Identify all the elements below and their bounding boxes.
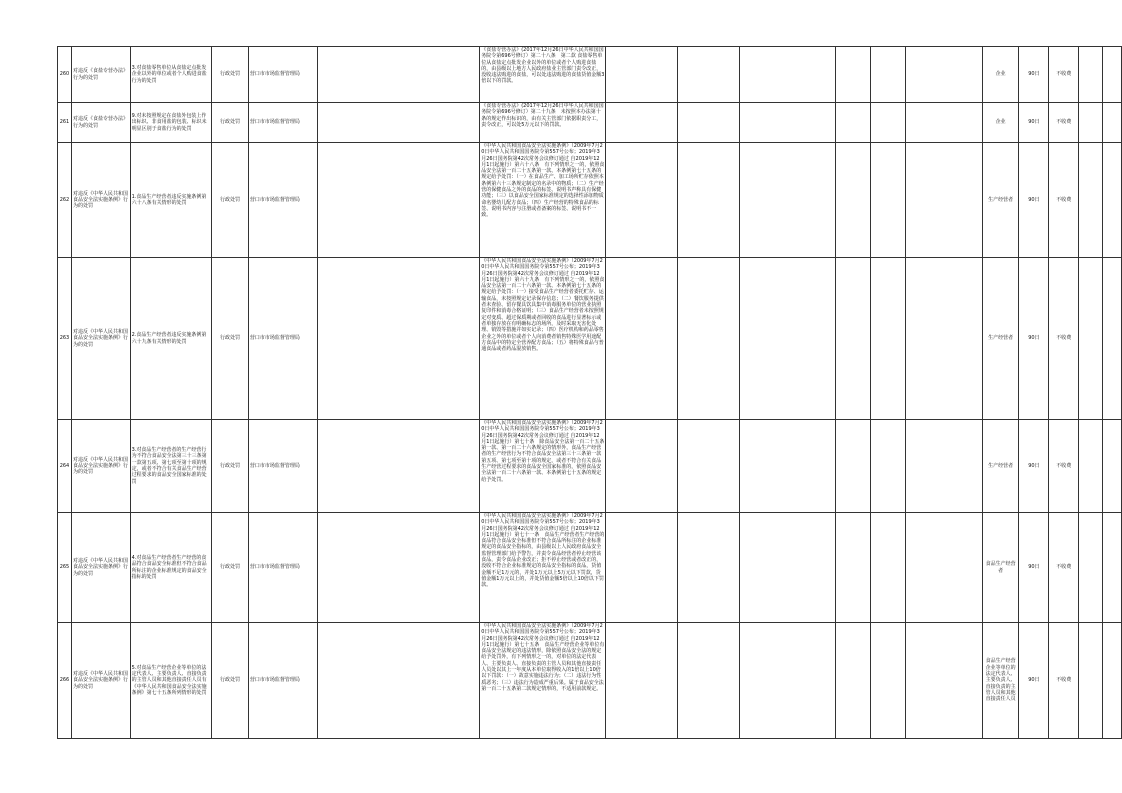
empty-cell: [835, 47, 871, 103]
empty-cell: [1079, 420, 1103, 513]
empty-cell: [835, 623, 871, 739]
item-type: 行政处罚: [212, 103, 249, 143]
empty-cell: [677, 143, 740, 258]
legal-basis: 《中华人民共和国食品安全法实施条例》（2009年7月20日中华人民共和国国务院令第557号公布；2019年3月26日国务院第42次常务会议修订通过 自2019年12月1日起施行）第七十五条 食品生产经营企业等单位有食品安全法规定的违法情形，除依照食品安全法的规定给予处罚外，有下列情形之一的，对单位的法定代表人、主要负责人、直接负责的主管人员和其他直接责任人员处以其上一年度从本单位取得收入的1倍以上10倍以下罚款：（一）故意实施违法行为；（二）违法行为性质恶劣；（三）违法行为造成严重后果。属于食品安全法第一百二十五条第二款规定情形的，不适用前款规定。: [480, 623, 606, 739]
empty-cell: [606, 623, 677, 739]
item-name: 对违反《中华人民共和国食品安全法实施条例》行为的处罚: [71, 258, 130, 420]
empty-cell: [906, 47, 982, 103]
time-limit: 90日: [1019, 103, 1049, 143]
empty-cell: [318, 420, 480, 513]
item-name: 对违反《食盐专营办法》行为的处罚: [71, 103, 130, 143]
empty-cell: [677, 47, 740, 103]
empty-cell: [1102, 420, 1121, 513]
service-object: 食品生产经营者: [982, 513, 1019, 623]
sub-item-name: 1.食品生产经营者违反实施条例第六十八条有关情形的处罚: [130, 143, 211, 258]
empty-cell: [1079, 258, 1103, 420]
empty-cell: [318, 47, 480, 103]
empty-cell: [871, 258, 906, 420]
fee: 不收费: [1049, 103, 1079, 143]
empty-cell: [1079, 513, 1103, 623]
empty-cell: [740, 103, 835, 143]
empty-cell: [318, 103, 480, 143]
table-row: [58, 143, 1122, 258]
item-type: 行政处罚: [212, 143, 249, 258]
empty-cell: [906, 103, 982, 143]
item-name: 对违反《中华人民共和国食品安全法实施条例》行为的处罚: [71, 420, 130, 513]
department: 营口市市场监督管理局: [248, 103, 318, 143]
legal-basis: 《中华人民共和国食品安全法实施条例》（2009年7月20日中华人民共和国国务院令第557号公布；2019年3月26日国务院第42次常务会议修订通过 自2019年12月1日起施行）第七十条 除食品安全法第一百二十五条第一款、第一百二十六条规定的情形外，食品生产经营者的生产经营行为不符合食品安全法第三十三条第一款第五项、第七项至第十项的规定，或者不符合有关食品生产经营过程要求的食品安全国家标准的，依照食品安全法第一百二十六条第一款、本条例第七十五条的规定给予处罚。: [480, 420, 606, 513]
empty-cell: [1079, 47, 1103, 103]
empty-cell: [871, 103, 906, 143]
empty-cell: [740, 47, 835, 103]
legal-basis: 《中华人民共和国食品安全法实施条例》（2009年7月20日中华人民共和国国务院令第557号公布；2019年3月26日国务院第42次常务会议修订通过 自2019年12月1日起施行）第七十一条 食品生产经营者生产经营的食品符合食品安全标准但不符合食品所标注的企业标准规定的食品安全指标的，由县级以上人民政府食品安全监督管理部门给予警告，并责令食品经营者停止经营该食品，责令食品企业改正；拒不停止经营或者改正的，没收不符合企业标准规定的食品安全指标的食品，货值金额不足1万元的，并处1万元以上5万元以下罚款，货值金额1万元以上的，并处货值金额5倍以上10倍以下罚款。: [480, 513, 606, 623]
empty-cell: [606, 47, 677, 103]
empty-cell: [871, 47, 906, 103]
fee: 不收费: [1049, 420, 1079, 513]
time-limit: 90日: [1019, 513, 1049, 623]
empty-cell: [606, 103, 677, 143]
table-row: [58, 513, 1122, 623]
fee: 不收费: [1049, 47, 1079, 103]
time-limit: 90日: [1019, 143, 1049, 258]
fee: 不收费: [1049, 143, 1079, 258]
empty-cell: [871, 513, 906, 623]
time-limit: 90日: [1019, 623, 1049, 739]
fee: 不收费: [1049, 623, 1079, 739]
empty-cell: [677, 258, 740, 420]
empty-cell: [1079, 143, 1103, 258]
item-name: 对违反《食盐专营办法》行为的处罚: [71, 47, 130, 103]
department: 营口市市场监督管理局: [248, 623, 318, 739]
fee: 不收费: [1049, 258, 1079, 420]
sub-item-name: 5.对食品生产经营企业等单位的法定代表人、主要负责人、直接负责的主管人员和其他直接责任人员有《中华人民共和国食品安全法实施条例》第七十五条所列情形的处罚: [130, 623, 211, 739]
empty-cell: [871, 143, 906, 258]
empty-cell: [606, 258, 677, 420]
empty-cell: [1102, 623, 1121, 739]
empty-cell: [906, 143, 982, 258]
row-number: 264: [58, 420, 72, 513]
department: 营口市市场监督管理局: [248, 47, 318, 103]
time-limit: 90日: [1019, 47, 1049, 103]
service-object: 生产经营者: [982, 258, 1019, 420]
empty-cell: [835, 143, 871, 258]
table-row: [58, 420, 1122, 513]
empty-cell: [906, 258, 982, 420]
empty-cell: [906, 513, 982, 623]
empty-cell: [906, 420, 982, 513]
table-row: [58, 623, 1122, 739]
empty-cell: [1079, 623, 1103, 739]
row-number: 263: [58, 258, 72, 420]
empty-cell: [835, 103, 871, 143]
empty-cell: [677, 513, 740, 623]
empty-cell: [677, 420, 740, 513]
empty-cell: [1102, 47, 1121, 103]
permission-table: [57, 46, 1122, 739]
empty-cell: [1102, 103, 1121, 143]
sub-item-name: 4.对食品生产经营者生产经营的食品符合食品安全标准但不符合食品所标注的企业标准规定的食品安全指标的处罚: [130, 513, 211, 623]
empty-cell: [835, 513, 871, 623]
empty-cell: [1102, 513, 1121, 623]
empty-cell: [606, 513, 677, 623]
empty-cell: [871, 420, 906, 513]
empty-cell: [606, 420, 677, 513]
empty-cell: [318, 623, 480, 739]
service-object: 企业: [982, 47, 1019, 103]
department: 营口市市场监督管理局: [248, 513, 318, 623]
empty-cell: [835, 420, 871, 513]
service-object: 生产经营者: [982, 143, 1019, 258]
fee: 不收费: [1049, 513, 1079, 623]
table-row: [58, 258, 1122, 420]
department: 营口市市场监督管理局: [248, 143, 318, 258]
empty-cell: [740, 258, 835, 420]
item-type: 行政处罚: [212, 258, 249, 420]
table-row: [58, 47, 1122, 103]
sub-item-name: 9.对未按照规定在食盐外包装上作出标识、非食用盐的包装、标识未明显区别于食盐行为的处罚: [130, 103, 211, 143]
row-number: 260: [58, 47, 72, 103]
item-type: 行政处罚: [212, 513, 249, 623]
row-number: 266: [58, 623, 72, 739]
table-row: [58, 103, 1122, 143]
empty-cell: [835, 258, 871, 420]
service-object: 企业: [982, 103, 1019, 143]
item-name: 对违反《中华人民共和国食品安全法实施条例》行为的处罚: [71, 623, 130, 739]
legal-basis: 《中华人民共和国食品安全法实施条例》（2009年7月20日中华人民共和国国务院令第557号公布；2019年3月26日国务院第42次常务会议修订通过 自2019年12月1日起施行）第六十八条 有下列情形之一的，依照食品安全法第一百二十五条第一款、本条例第七十五条的规定给予处罚：（一）在食品生产、加工场所贮存依照本条例第六十三条规定制定的名录中的物质；（二）生产经营的保健食品之外的食品的标签、说明书声称具有保健功能；（三）以食品安全国家标准规定的选择性添加物质命名婴幼儿配方食品；（四）生产经营的特殊食品的标签、说明书内容与注册或者备案的标签、说明书不一致。: [480, 143, 606, 258]
empty-cell: [740, 513, 835, 623]
empty-cell: [740, 623, 835, 739]
service-object: 生产经营者: [982, 420, 1019, 513]
empty-cell: [740, 143, 835, 258]
empty-cell: [318, 513, 480, 623]
department: 营口市市场监督管理局: [248, 258, 318, 420]
empty-cell: [740, 420, 835, 513]
item-type: 行政处罚: [212, 420, 249, 513]
empty-cell: [318, 258, 480, 420]
empty-cell: [1102, 143, 1121, 258]
empty-cell: [906, 623, 982, 739]
item-type: 行政处罚: [212, 47, 249, 103]
time-limit: 90日: [1019, 258, 1049, 420]
empty-cell: [677, 623, 740, 739]
time-limit: 90日: [1019, 420, 1049, 513]
sub-item-name: 2.食品生产经营者违反实施条例第六十九条有关情形的处罚: [130, 258, 211, 420]
empty-cell: [1102, 258, 1121, 420]
row-number: 262: [58, 143, 72, 258]
legal-basis: 《食盐专营办法》(2017年12月26日中华人民共和国国务院令第696号修订）第二十九条 未按照本办法第十条的规定作出标识的，由有关主管部门依据职责分工，责令改正，可以处5万元以下的罚款。: [480, 103, 606, 143]
empty-cell: [677, 103, 740, 143]
item-type: 行政处罚: [212, 623, 249, 739]
sub-item-name: 3.对食盐零售单位从食盐定点批发企业以外的单位或者个人购进食盐行为的处罚: [130, 47, 211, 103]
item-name: 对违反《中华人民共和国食品安全法实施条例》行为的处罚: [71, 143, 130, 258]
legal-basis: 《中华人民共和国食品安全法实施条例》（2009年7月20日中华人民共和国国务院令第557号公布；2019年3月26日国务院第42次常务会议修订通过 自2019年12月1日起施行）第六十九条 有下列情形之一的，依照食品安全法第一百二十六条第一款、本条例第七十五条的规定给予处罚：（一）接受食品生产经营者委托贮存、运输食品，未按照规定记录保存信息；（二）餐饮服务提供者未查验、留存餐具饮具集中消毒服务单位的营业执照复印件和消毒合格证明；（三）食品生产经营者未按照规定对变质、超过保质期或者回收的食品进行显著标示或者单独存放在有明确标志的场所，及时采取无害化处理、销毁等措施并如实记录；（四）医疗机构和药品零售企业之外的单位或者个人向消费者销售特殊医学用途配方食品中的特定全营养配方食品；（五）将特殊食品与普通食品或者药品混放销售。: [480, 258, 606, 420]
department: 营口市市场监督管理局: [248, 420, 318, 513]
legal-basis: 《食盐专营办法》(2017年12月26日中华人民共和国国务院令第696号修订）第二十八条 第二款 食盐零售单位从食盐定点批发企业以外的单位或者个人购进食盐的，由县级以上地方人民政府盐业主管部门责令改正，没收违法购进的食盐，可以处违法购进的食盐货值金额3倍以下的罚款。: [480, 47, 606, 103]
empty-cell: [871, 623, 906, 739]
sub-item-name: 3.对食品生产经营者的生产经营行为不符合食品安全法第三十三条第一款第五项、第七项至第十项的规定，或者不符合有关食品生产经营过程要求的食品安全国家标准的处罚: [130, 420, 211, 513]
empty-cell: [606, 143, 677, 258]
service-object: 食品生产经营企业等单位的法定代表人、主要负责人、直接负责的主管人员和其他直接责任人员: [982, 623, 1019, 739]
empty-cell: [318, 143, 480, 258]
empty-cell: [1079, 103, 1103, 143]
row-number: 265: [58, 513, 72, 623]
item-name: 对违反《中华人民共和国食品安全法实施条例》行为的处罚: [71, 513, 130, 623]
row-number: 261: [58, 103, 72, 143]
